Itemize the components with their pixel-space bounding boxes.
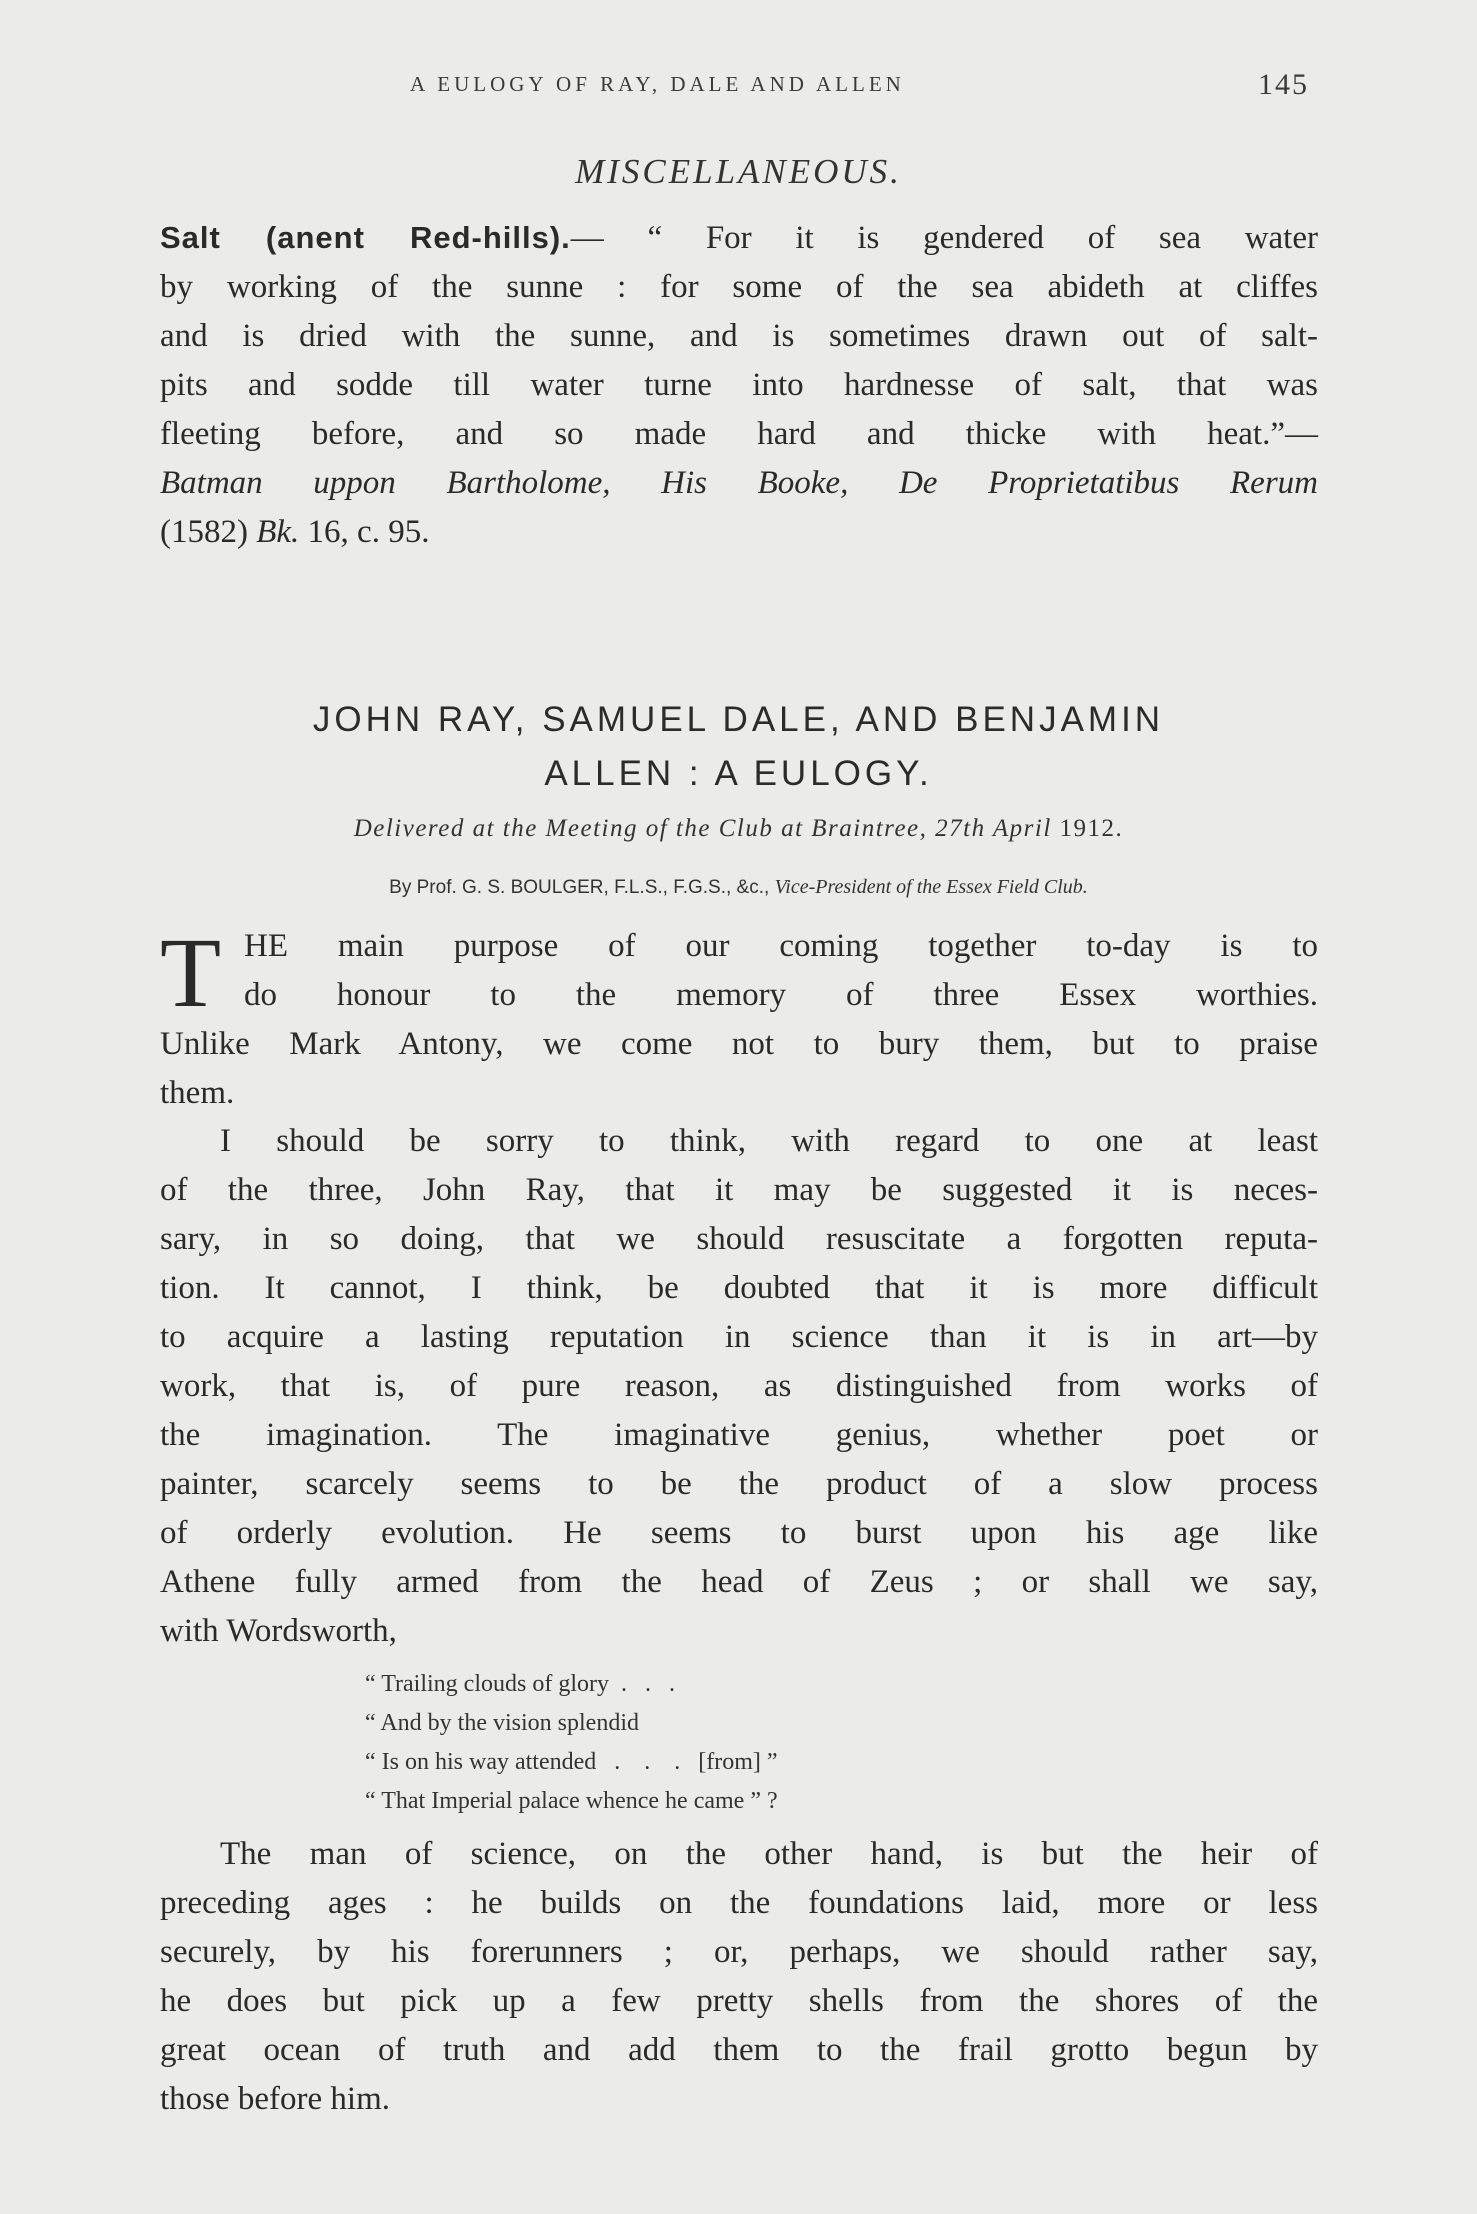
drop-cap: T [160,917,222,1028]
paragraph-line: he does but pick up a few pretty shells from the shores of the [160,1983,1318,2019]
salt-citation-ref [160,508,1318,557]
paragraph-line: painter, scarcely seems to be the product of a slow process [160,1466,1318,1502]
verse-line: “ Trailing clouds of glory . . . [365,1671,675,1697]
salt-line: pits and sodde till water turne into hardnesse of salt, that was [160,367,1318,403]
paragraph-line: do honour to the memory of three Essex worthies. [244,977,1318,1013]
article-title-line-1: JOHN RAY, SAMUEL DALE, AND BENJAMIN [312,700,1165,739]
wordsworth-quotation [365,1665,778,1821]
salt-citation-book: Bk. [256,514,300,550]
verse-line: “ Is on his way attended . . . [from] ” [365,1749,778,1775]
paragraph-line: The man of science, on the other hand, is but the heir of [220,1836,1318,1872]
page-number: 145 [1258,68,1309,101]
salt-citation-chapter: 16, c. 95. [307,514,430,550]
paragraph-line: of the three, John Ray, that it may be suggested it is neces- [160,1172,1318,1208]
paragraph-line: securely, by his forerunners ; or, perhaps, we should rather say, [160,1934,1318,1970]
delivered-text: Delivered at the Meeting of the Club at Braintree, 27th April [353,815,1052,842]
paragraph-line: work, that is, of pure reason, as distinguished from works of [160,1368,1318,1404]
running-head: A EULOGY OF RAY, DALE AND ALLEN [410,72,905,96]
paragraph-3 [160,1830,1318,2124]
section-title-miscellaneous: MISCELLANEOUS. [575,152,902,191]
delivered-year: 1912. [1059,815,1124,842]
article-title-line-2: ALLEN : A EULOGY. [544,754,933,793]
paragraph-line: the imagination. The imaginative genius, whether poet or [160,1417,1318,1453]
paragraph-line: HE main purpose of our coming together to-day is to [244,928,1318,964]
byline-author: By Prof. G. S. BOULGER, F.L.S., F.G.S., &c., [389,877,770,898]
paragraph-line: them. [160,1075,235,1111]
salt-lead: Salt (anent Red-hills). [160,220,571,255]
paragraph-line: to acquire a lasting reputation in science than it is in art—by [160,1319,1318,1355]
salt-citation-year: (1582) [160,514,248,550]
salt-line-1 [160,213,1318,263]
paragraph-line: Unlike Mark Antony, we come not to bury them, but to praise [160,1026,1318,1062]
salt-line: by working of the sunne : for some of the sea abideth at cliffes [160,269,1318,305]
paragraph-line: of orderly evolution. He seems to burst upon his age like [160,1515,1318,1551]
salt-quote-start: — “ For it is gendered of sea water [570,220,1318,256]
paragraph-line: tion. It cannot, I think, be doubted that it is more difficult [160,1270,1318,1306]
paragraph-line: with Wordsworth, [160,1613,397,1649]
paragraph-line: great ocean of truth and add them to the frail grotto begun by [160,2032,1318,2068]
paragraph-line: I should be sorry to think, with regard to one at least [220,1123,1318,1159]
verse-line: “ And by the vision splendid [365,1710,639,1736]
verse-line: “ That Imperial palace whence he came ” ? [365,1788,778,1814]
paragraph-line: preceding ages : he builds on the foundations laid, more or less [160,1885,1318,1921]
byline-role: Vice-President of the Essex Field Club. [774,876,1088,898]
paragraph-line: those before him. [160,2081,391,2117]
byline [0,876,1477,899]
salt-citation-source: Batman uppon Bartholome, His Booke, De Proprietatibus Rerum [160,465,1318,501]
delivered-note [0,815,1477,843]
paragraph-line: Athene fully armed from the head of Zeus ; or shall we say, [160,1564,1318,1600]
paragraph-1 [160,917,1318,1118]
paragraph-line: sary, in so doing, that we should resuscitate a forgotten reputa- [160,1221,1318,1257]
salt-line: and is dried with the sunne, and is sometimes drawn out of salt- [160,318,1318,354]
paragraph-2 [160,1117,1318,1656]
salt-entry [160,213,1318,557]
salt-line: fleeting before, and so made hard and thicke with heat.”— [160,416,1318,452]
